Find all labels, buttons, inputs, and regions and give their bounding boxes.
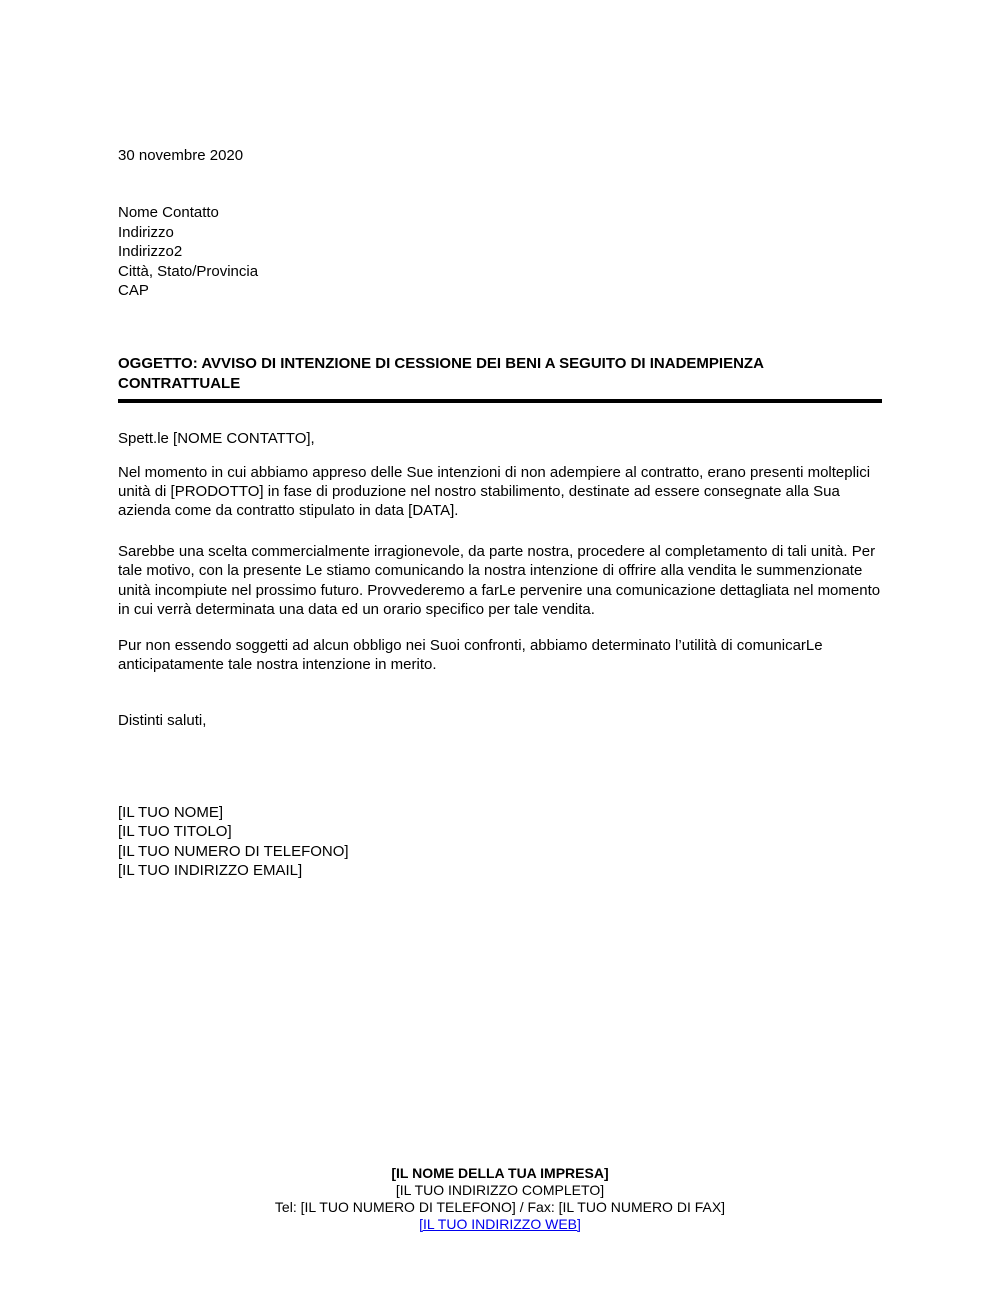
footer-address: [IL TUO INDIRIZZO COMPLETO] xyxy=(395,1182,605,1198)
website-link[interactable]: [IL TUO INDIRIZZO WEB] xyxy=(419,1216,581,1232)
footer-company-name: [IL NOME DELLA TUA IMPRESA] xyxy=(391,1165,609,1181)
signature-title: [IL TUO TITOLO] xyxy=(118,823,232,841)
recipient-address-line1: Indirizzo xyxy=(118,223,174,241)
letter-date: 30 novembre 2020 xyxy=(118,147,244,164)
signature-name: [IL TUO NOME] xyxy=(118,803,224,821)
signature-phone: [IL TUO NUMERO DI TELEFONO] xyxy=(118,842,349,860)
recipient-postal-code: CAP xyxy=(118,282,149,300)
subject-heading: OGGETTO: AVVISO DI INTENZIONE DI CESSIONE DEI BENI A SEGUITO DI INADEMPIENZA CONTRATTUALE xyxy=(118,355,764,392)
recipient-block xyxy=(118,203,882,300)
closing: Distinti saluti, xyxy=(118,712,207,730)
footer-web-row xyxy=(0,1216,1000,1233)
letter-footer xyxy=(0,1165,1000,1233)
letter-body xyxy=(118,0,882,880)
signature-block xyxy=(118,803,882,881)
body-paragraph: Nel momento in cui abbiamo appreso delle Sue intenzioni di non adempiere al contratto, erano presenti molteplici unità di [PRODOTTO] in fase di produzione nel nostro stabilimento, destinate ad essere consegnate alla Sua azienda come da contratto stipulato in data [DATA]. xyxy=(118,463,871,520)
subject-divider xyxy=(118,399,882,403)
body-paragraph: Pur non essendo soggetti ad alcun obbligo nei Suoi confronti, abbiamo determinato l’utilità di comunicarLe anticipatamente tale nostra intenzione in merito. xyxy=(118,636,823,673)
salutation: Spett.le [NOME CONTATTO], xyxy=(118,430,315,448)
recipient-name: Nome Contatto xyxy=(118,204,219,222)
recipient-address-line2: Indirizzo2 xyxy=(118,243,183,261)
recipient-city-state: Città, Stato/Provincia xyxy=(118,262,259,280)
signature-email: [IL TUO INDIRIZZO EMAIL] xyxy=(118,861,303,879)
footer-tel-fax: Tel: [IL TUO NUMERO DI TELEFONO] / Fax: [IL TUO NUMERO DI FAX] xyxy=(274,1199,726,1215)
body-paragraph: Sarebbe una scelta commercialmente irragionevole, da parte nostra, procedere al completamento di tali unità. Per tale motivo, con la presente Le stiamo comunicando la nostra intenzione di offrire alla vendita le summenzionate unità incompiute nel prossimo futuro. Provvederemo a farLe pervenire una comunicazione dettagliata nel momento in cui verrà determinata una data ed un orario specifico per tale vendita. xyxy=(118,542,881,619)
